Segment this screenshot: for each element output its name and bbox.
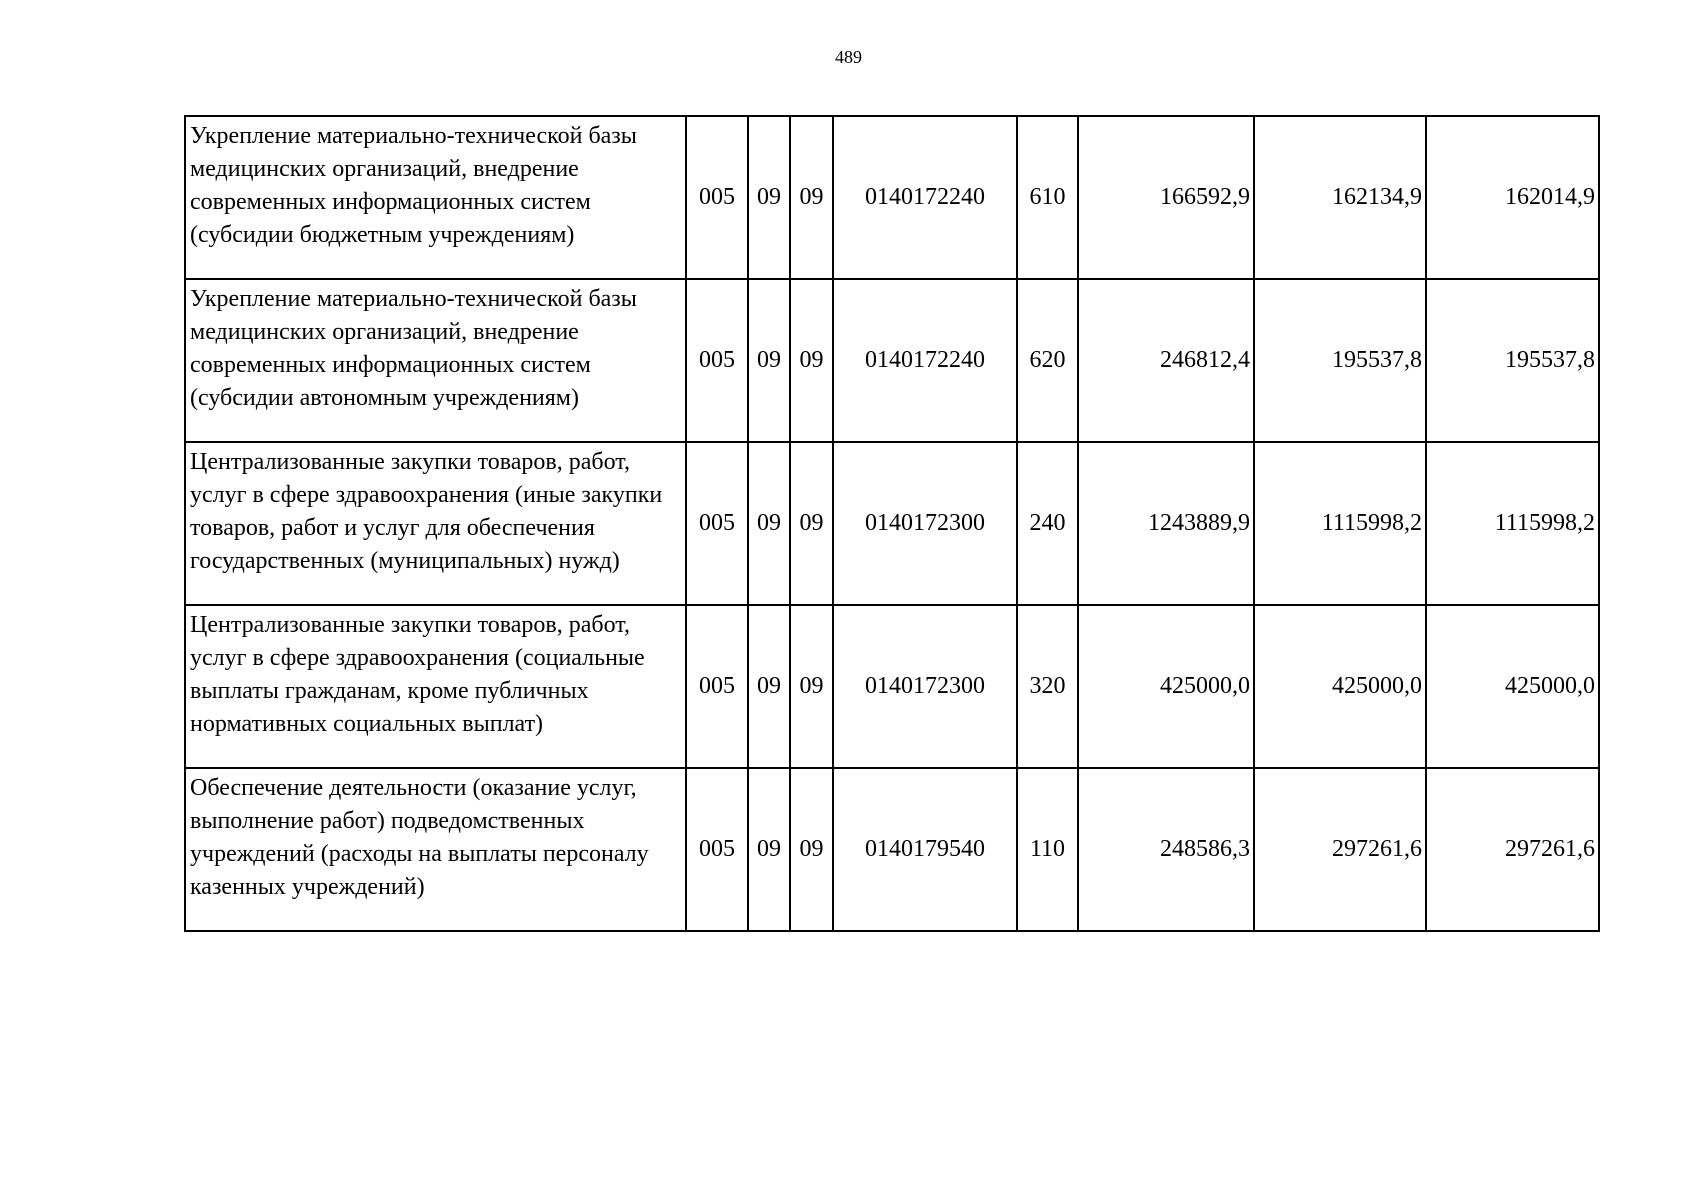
table-row [185,768,1599,931]
amount-1: 425000,0 [1078,605,1254,768]
row-description: Обеспечение деятельности (оказание услуг, выполнение работ) подведомственных учреждений (расходы на выплаты персоналу казенных учреждений) [185,768,686,931]
ministry-code: 005 [686,768,748,931]
row-description: Укрепление материально-технической базы медицинских организаций, внедрение современных информационных систем (субсидии бюджетным учреждениям) [185,116,686,279]
target-article-code: 0140172240 [833,279,1017,442]
target-article-code: 0140172300 [833,442,1017,605]
table-row [185,442,1599,605]
section-code: 09 [748,116,790,279]
amount-2: 425000,0 [1254,605,1426,768]
ministry-code: 005 [686,442,748,605]
row-description: Укрепление материально-технической базы медицинских организаций, внедрение современных информационных систем (субсидии автономным учреждениям) [185,279,686,442]
expense-type-code: 620 [1017,279,1078,442]
expense-type-code: 610 [1017,116,1078,279]
amount-2: 162134,9 [1254,116,1426,279]
table-row [185,605,1599,768]
target-article-code: 0140179540 [833,768,1017,931]
row-description: Централизованные закупки товаров, работ, услуг в сфере здравоохранения (иные закупки товаров, работ и услуг для обеспечения государственных (муниципальных) нужд) [185,442,686,605]
amount-1: 248586,3 [1078,768,1254,931]
table-row [185,279,1599,442]
ministry-code: 005 [686,116,748,279]
target-article-code: 0140172300 [833,605,1017,768]
subsection-code: 09 [790,605,833,768]
amount-1: 166592,9 [1078,116,1254,279]
subsection-code: 09 [790,116,833,279]
budget-table [184,115,1600,932]
amount-3: 195537,8 [1426,279,1599,442]
amount-1: 1243889,9 [1078,442,1254,605]
target-article-code: 0140172240 [833,116,1017,279]
amount-2: 297261,6 [1254,768,1426,931]
subsection-code: 09 [790,768,833,931]
page-number: 489 [835,47,862,67]
amount-3: 425000,0 [1426,605,1599,768]
table-row [185,116,1599,279]
amount-3: 162014,9 [1426,116,1599,279]
amount-3: 1115998,2 [1426,442,1599,605]
expense-type-code: 320 [1017,605,1078,768]
section-code: 09 [748,279,790,442]
row-description: Централизованные закупки товаров, работ, услуг в сфере здравоохранения (социальные выплаты гражданам, кроме публичных нормативных социальных выплат) [185,605,686,768]
expense-type-code: 240 [1017,442,1078,605]
expense-type-code: 110 [1017,768,1078,931]
ministry-code: 005 [686,605,748,768]
amount-2: 195537,8 [1254,279,1426,442]
subsection-code: 09 [790,442,833,605]
section-code: 09 [748,605,790,768]
ministry-code: 005 [686,279,748,442]
amount-2: 1115998,2 [1254,442,1426,605]
amount-1: 246812,4 [1078,279,1254,442]
section-code: 09 [748,768,790,931]
subsection-code: 09 [790,279,833,442]
section-code: 09 [748,442,790,605]
amount-3: 297261,6 [1426,768,1599,931]
